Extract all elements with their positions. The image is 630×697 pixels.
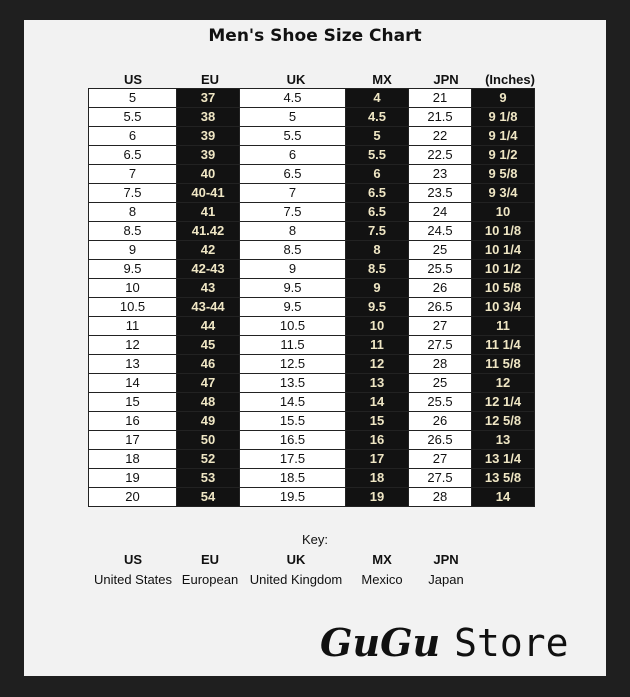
header-jpn: JPN bbox=[433, 72, 459, 87]
cell-mx: 6.5 bbox=[346, 184, 409, 203]
cell-us: 18 bbox=[89, 450, 177, 469]
cell-mx: 15 bbox=[346, 412, 409, 431]
table-row bbox=[89, 127, 535, 146]
cell-eu: 41.42 bbox=[177, 222, 240, 241]
table-row bbox=[89, 260, 535, 279]
chart-panel bbox=[24, 20, 606, 676]
cell-inches: 10 bbox=[472, 203, 535, 222]
cell-uk: 19.5 bbox=[240, 488, 346, 507]
cell-inches: 14 bbox=[472, 488, 535, 507]
cell-eu: 38 bbox=[177, 108, 240, 127]
table-row bbox=[89, 279, 535, 298]
cell-us: 20 bbox=[89, 488, 177, 507]
header-inches: (Inches) bbox=[485, 72, 535, 87]
table-row bbox=[89, 336, 535, 355]
header-uk: UK bbox=[286, 72, 306, 87]
cell-uk: 15.5 bbox=[240, 412, 346, 431]
cell-uk: 9.5 bbox=[240, 298, 346, 317]
cell-uk: 8 bbox=[240, 222, 346, 241]
cell-uk: 16.5 bbox=[240, 431, 346, 450]
cell-inches: 9 1/8 bbox=[472, 108, 535, 127]
cell-uk: 6.5 bbox=[240, 165, 346, 184]
key-full-uk: United Kingdom bbox=[249, 572, 343, 587]
cell-inches: 12 bbox=[472, 374, 535, 393]
cell-uk: 12.5 bbox=[240, 355, 346, 374]
header-eu: EU bbox=[200, 72, 220, 87]
key-abbr-mx: MX bbox=[372, 552, 392, 567]
cell-uk: 11.5 bbox=[240, 336, 346, 355]
cell-jpn: 24.5 bbox=[409, 222, 472, 241]
cell-mx: 7.5 bbox=[346, 222, 409, 241]
cell-us: 5.5 bbox=[89, 108, 177, 127]
cell-jpn: 26.5 bbox=[409, 298, 472, 317]
table-row bbox=[89, 241, 535, 260]
cell-mx: 5.5 bbox=[346, 146, 409, 165]
cell-mx: 18 bbox=[346, 469, 409, 488]
cell-us: 11 bbox=[89, 317, 177, 336]
cell-inches: 13 bbox=[472, 431, 535, 450]
cell-jpn: 27.5 bbox=[409, 336, 472, 355]
cell-mx: 8.5 bbox=[346, 260, 409, 279]
cell-jpn: 25.5 bbox=[409, 260, 472, 279]
cell-inches: 10 3/4 bbox=[472, 298, 535, 317]
cell-mx: 10 bbox=[346, 317, 409, 336]
cell-mx: 9.5 bbox=[346, 298, 409, 317]
cell-jpn: 23 bbox=[409, 165, 472, 184]
cell-jpn: 27 bbox=[409, 317, 472, 336]
cell-inches: 12 1/4 bbox=[472, 393, 535, 412]
cell-jpn: 26.5 bbox=[409, 431, 472, 450]
table-row bbox=[89, 203, 535, 222]
key-abbr-uk: UK bbox=[286, 552, 306, 567]
cell-eu: 47 bbox=[177, 374, 240, 393]
table-row bbox=[89, 89, 535, 108]
cell-eu: 50 bbox=[177, 431, 240, 450]
cell-eu: 46 bbox=[177, 355, 240, 374]
cell-mx: 4.5 bbox=[346, 108, 409, 127]
table-row bbox=[89, 146, 535, 165]
table-row bbox=[89, 222, 535, 241]
cell-jpn: 23.5 bbox=[409, 184, 472, 203]
cell-us: 6.5 bbox=[89, 146, 177, 165]
cell-eu: 41 bbox=[177, 203, 240, 222]
table-row bbox=[89, 374, 535, 393]
cell-jpn: 25 bbox=[409, 374, 472, 393]
cell-mx: 12 bbox=[346, 355, 409, 374]
cell-inches: 10 1/4 bbox=[472, 241, 535, 260]
table-row bbox=[89, 355, 535, 374]
cell-us: 14 bbox=[89, 374, 177, 393]
cell-mx: 19 bbox=[346, 488, 409, 507]
cell-jpn: 26 bbox=[409, 279, 472, 298]
cell-inches: 9 3/4 bbox=[472, 184, 535, 203]
table-row bbox=[89, 317, 535, 336]
cell-us: 17 bbox=[89, 431, 177, 450]
cell-uk: 10.5 bbox=[240, 317, 346, 336]
cell-eu: 53 bbox=[177, 469, 240, 488]
cell-us: 6 bbox=[89, 127, 177, 146]
cell-us: 16 bbox=[89, 412, 177, 431]
cell-eu: 44 bbox=[177, 317, 240, 336]
cell-us: 15 bbox=[89, 393, 177, 412]
cell-inches: 13 5/8 bbox=[472, 469, 535, 488]
cell-eu: 39 bbox=[177, 127, 240, 146]
cell-eu: 37 bbox=[177, 89, 240, 108]
cell-uk: 4.5 bbox=[240, 89, 346, 108]
cell-eu: 52 bbox=[177, 450, 240, 469]
cell-eu: 42 bbox=[177, 241, 240, 260]
cell-eu: 48 bbox=[177, 393, 240, 412]
table-row bbox=[89, 298, 535, 317]
cell-inches: 11 1/4 bbox=[472, 336, 535, 355]
table-row bbox=[89, 450, 535, 469]
cell-uk: 8.5 bbox=[240, 241, 346, 260]
cell-inches: 9 1/4 bbox=[472, 127, 535, 146]
cell-jpn: 21.5 bbox=[409, 108, 472, 127]
cell-eu: 49 bbox=[177, 412, 240, 431]
cell-us: 13 bbox=[89, 355, 177, 374]
key-abbr-eu: EU bbox=[200, 552, 220, 567]
cell-inches: 9 bbox=[472, 89, 535, 108]
cell-inches: 9 5/8 bbox=[472, 165, 535, 184]
cell-us: 9.5 bbox=[89, 260, 177, 279]
cell-eu: 45 bbox=[177, 336, 240, 355]
cell-us: 7.5 bbox=[89, 184, 177, 203]
cell-uk: 6 bbox=[240, 146, 346, 165]
cell-eu: 43 bbox=[177, 279, 240, 298]
cell-jpn: 28 bbox=[409, 355, 472, 374]
cell-mx: 6.5 bbox=[346, 203, 409, 222]
cell-us: 8 bbox=[89, 203, 177, 222]
cell-mx: 9 bbox=[346, 279, 409, 298]
table-row bbox=[89, 488, 535, 507]
cell-us: 10.5 bbox=[89, 298, 177, 317]
cell-jpn: 21 bbox=[409, 89, 472, 108]
cell-mx: 17 bbox=[346, 450, 409, 469]
cell-jpn: 25 bbox=[409, 241, 472, 260]
cell-inches: 11 bbox=[472, 317, 535, 336]
table-row bbox=[89, 184, 535, 203]
size-table bbox=[88, 88, 535, 507]
cell-inches: 12 5/8 bbox=[472, 412, 535, 431]
cell-jpn: 24 bbox=[409, 203, 472, 222]
cell-jpn: 22 bbox=[409, 127, 472, 146]
cell-mx: 11 bbox=[346, 336, 409, 355]
cell-inches: 10 1/8 bbox=[472, 222, 535, 241]
cell-uk: 7.5 bbox=[240, 203, 346, 222]
table-row bbox=[89, 393, 535, 412]
cell-inches: 10 5/8 bbox=[472, 279, 535, 298]
cell-eu: 43-44 bbox=[177, 298, 240, 317]
cell-mx: 13 bbox=[346, 374, 409, 393]
key-full-eu: European bbox=[181, 572, 239, 587]
table-row bbox=[89, 165, 535, 184]
cell-jpn: 25.5 bbox=[409, 393, 472, 412]
cell-mx: 14 bbox=[346, 393, 409, 412]
header-mx: MX bbox=[372, 72, 392, 87]
cell-mx: 16 bbox=[346, 431, 409, 450]
cell-uk: 9.5 bbox=[240, 279, 346, 298]
cell-jpn: 26 bbox=[409, 412, 472, 431]
cell-uk: 18.5 bbox=[240, 469, 346, 488]
cell-uk: 14.5 bbox=[240, 393, 346, 412]
cell-jpn: 22.5 bbox=[409, 146, 472, 165]
cell-inches: 11 5/8 bbox=[472, 355, 535, 374]
cell-uk: 9 bbox=[240, 260, 346, 279]
cell-inches: 13 1/4 bbox=[472, 450, 535, 469]
key-title: Key: bbox=[301, 532, 328, 547]
cell-uk: 13.5 bbox=[240, 374, 346, 393]
cell-inches: 9 1/2 bbox=[472, 146, 535, 165]
header-us: US bbox=[123, 72, 143, 87]
cell-us: 10 bbox=[89, 279, 177, 298]
cell-us: 8.5 bbox=[89, 222, 177, 241]
key-full-mx: Mexico bbox=[361, 572, 403, 587]
table-row bbox=[89, 469, 535, 488]
table-row bbox=[89, 108, 535, 127]
cell-inches: 10 1/2 bbox=[472, 260, 535, 279]
cell-eu: 54 bbox=[177, 488, 240, 507]
cell-mx: 6 bbox=[346, 165, 409, 184]
cell-us: 19 bbox=[89, 469, 177, 488]
cell-mx: 5 bbox=[346, 127, 409, 146]
key-full-jpn: Japan bbox=[428, 572, 464, 587]
cell-uk: 17.5 bbox=[240, 450, 346, 469]
cell-eu: 42-43 bbox=[177, 260, 240, 279]
page-title: Men's Shoe Size Chart bbox=[208, 26, 422, 46]
cell-mx: 8 bbox=[346, 241, 409, 260]
key-abbr-jpn: JPN bbox=[433, 552, 459, 567]
key-full-us: United States bbox=[93, 572, 173, 587]
cell-us: 5 bbox=[89, 89, 177, 108]
key-abbr-us: US bbox=[123, 552, 143, 567]
table-row bbox=[89, 412, 535, 431]
cell-jpn: 27.5 bbox=[409, 469, 472, 488]
cell-jpn: 28 bbox=[409, 488, 472, 507]
store-logo bbox=[320, 620, 569, 666]
cell-us: 9 bbox=[89, 241, 177, 260]
cell-uk: 5.5 bbox=[240, 127, 346, 146]
store-logo-part1: GuGu bbox=[320, 620, 441, 665]
cell-eu: 40-41 bbox=[177, 184, 240, 203]
cell-uk: 7 bbox=[240, 184, 346, 203]
cell-uk: 5 bbox=[240, 108, 346, 127]
cell-us: 7 bbox=[89, 165, 177, 184]
cell-eu: 39 bbox=[177, 146, 240, 165]
table-row bbox=[89, 431, 535, 450]
cell-mx: 4 bbox=[346, 89, 409, 108]
store-logo-part2: Store bbox=[454, 621, 569, 665]
cell-eu: 40 bbox=[177, 165, 240, 184]
cell-jpn: 27 bbox=[409, 450, 472, 469]
cell-us: 12 bbox=[89, 336, 177, 355]
